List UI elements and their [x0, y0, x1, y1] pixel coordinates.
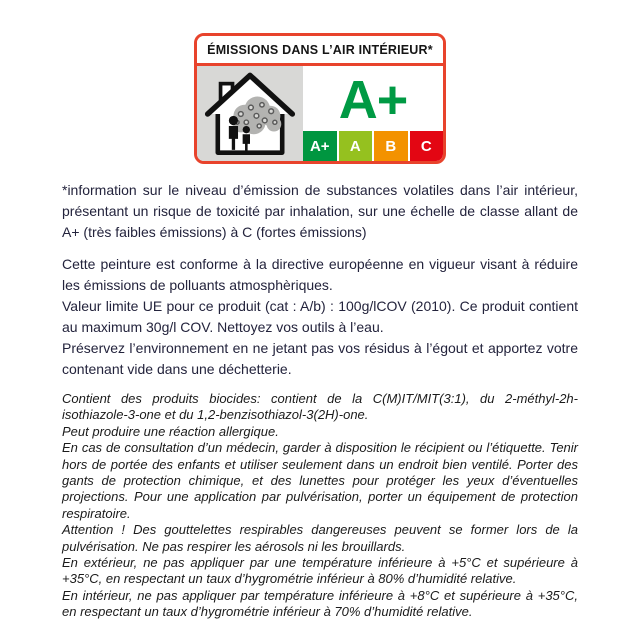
emissions-label [194, 33, 446, 164]
scale-cell-a-plus: A+ [303, 131, 337, 161]
body-text [62, 180, 578, 621]
rating-value: A+ [338, 69, 408, 130]
regulatory-section [62, 254, 578, 380]
footnote-paragraph: *information sur le niveau d’émission de substances volatiles dans l’air intérieur, présentant un risque de toxicité par inhalation, sur une échelle de classe allant de A+ (très faibles émissions) à C (fortes émissions) [62, 182, 578, 240]
scale-cell-b: B [372, 131, 408, 161]
house-panel [197, 66, 303, 161]
safety-paragraph-biocides: Contient des produits biocides: contient de la C(M)IT/MIT(3:1), du 2-méthyl-2h-isothiazole-3-one et du 1,2-benzisothiazol-3(2H)-one. [62, 391, 578, 423]
label-body [197, 66, 443, 161]
safety-paragraph-exterior-conditions: En extérieur, ne pas appliquer par une température inférieure à +5°C et supérieure à +35°C, en respectant un taux d’hygrométrie inférieur à 80% d’humidité relative. [62, 555, 578, 587]
safety-paragraph-droplets-warning: Attention ! Des gouttelettes respirables dangereuses peuvent se former lors de la pulvérisation. Ne pas respirer les aérosols ni les brouillards. [62, 522, 578, 554]
rating-scale [303, 131, 443, 161]
safety-paragraph-allergy: Peut produire une réaction allergique. [62, 423, 279, 439]
rating-panel [303, 66, 443, 161]
safety-paragraph-interior-conditions: En intérieur, ne pas appliquer par température inférieure à +8°C et supérieure à +35°C, en respectant un taux d’hygrométrie inférieur à 70% d’humidité relative. [62, 587, 578, 620]
house-with-pollution-cloud-and-family-icon [200, 68, 300, 160]
scale-cell-a: A [337, 131, 373, 161]
regulatory-paragraph-environment: Préservez l’environnement en ne jetant pas vos résidus à l’égout et apportez votre contenant vide dans une déchetterie. [62, 340, 578, 377]
regulatory-paragraph-directive: Cette peinture est conforme à la directive européenne en vigueur visant à réduire les émissions de polluants atmosphèriques. [62, 256, 578, 293]
scale-cell-c: C [408, 131, 444, 161]
safety-section [62, 391, 578, 621]
label-title: ÉMISSIONS DANS L’AIR INTÉRIEUR* [197, 36, 443, 66]
regulatory-paragraph-voc-limit: Valeur limite UE pour ce produit (cat : A/b) : 100g/lCOV (2010). Ce produit contient au maximum 30g/l COV. Nettoyez vos outils à l’eau. [62, 298, 578, 335]
safety-paragraph-precautions: En cas de consultation d’un médecin, garder à disposition le récipient ou l’étiquette. Tenir hors de portée des enfants et utiliser seulement dans un endroit bien ventilé. Porter des gants de protection chimique, et des lunettes pour protéger les yeux d’éventuelles projections. Pour une application par pulvérisation, porter un équipement de protection respiratoire. [62, 440, 578, 521]
